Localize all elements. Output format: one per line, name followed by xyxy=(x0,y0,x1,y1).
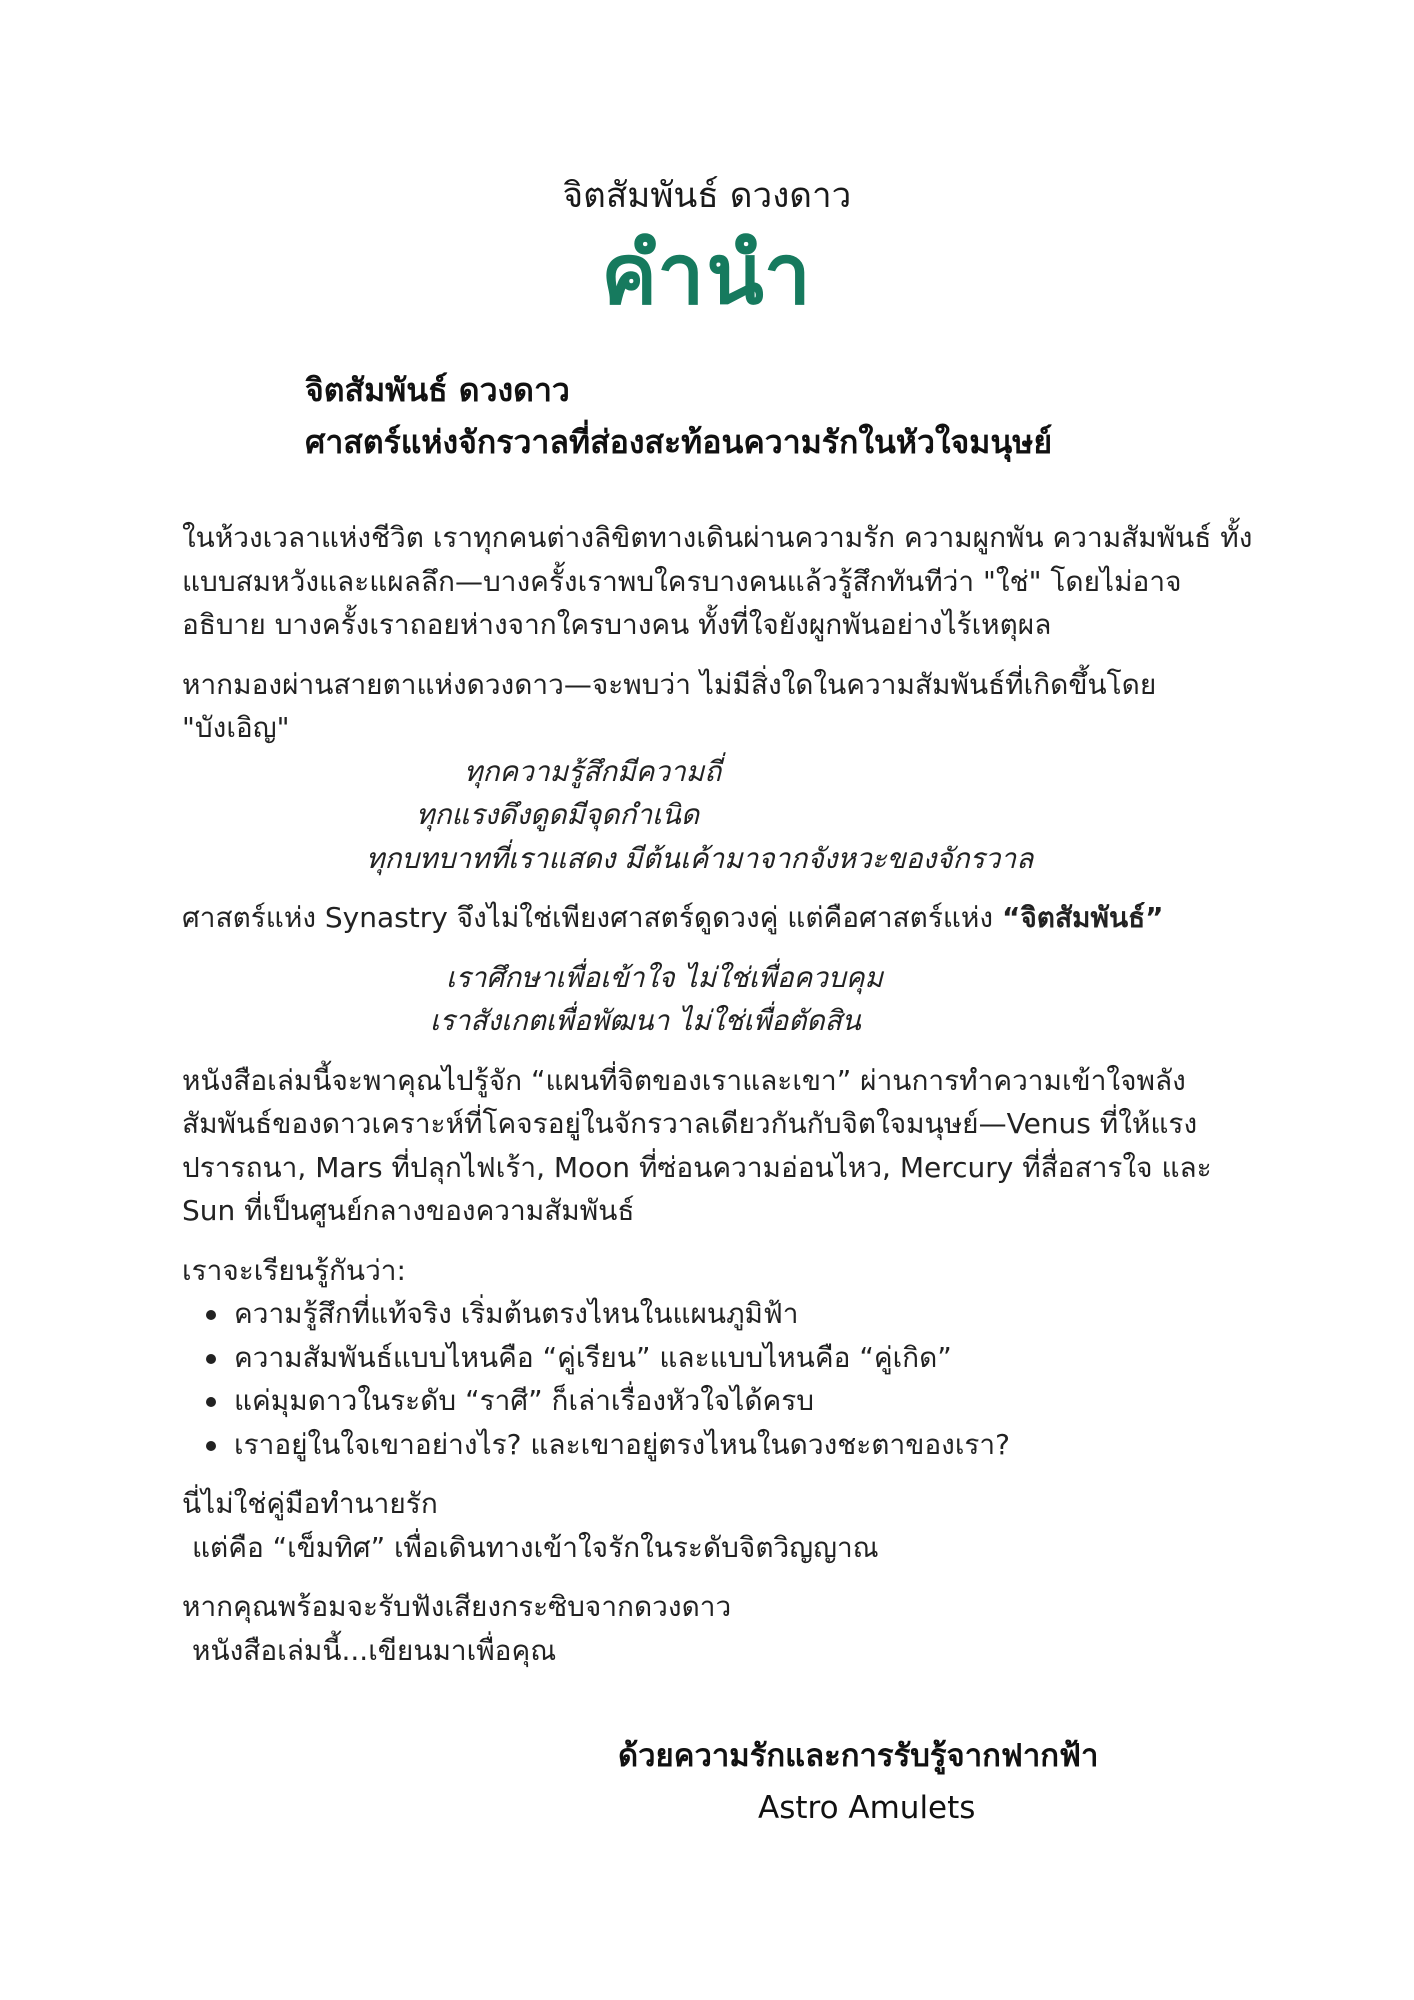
synastry-text: ศาสตร์แห่ง Synastry จึงไม่ใช่เพียงศาสตร์ดูดวงคู่ แต่คือศาสตร์แห่ง xyxy=(182,901,1002,934)
list-item xyxy=(234,1292,1262,1336)
list-item-text: แค่มุมดาวในระดับ “ราศี” ก็เล่าเรื่องหัวใจได้ครบ xyxy=(234,1384,815,1417)
list-item xyxy=(234,1336,1262,1380)
verse-line: ทุกแรงดึงดูดมีจุดกำเนิด xyxy=(416,798,700,831)
not-guide-line-1: นี่ไม่ใช่คู่มือทำนายรัก xyxy=(182,1487,438,1520)
bullet-icon xyxy=(206,1397,216,1407)
ready-line-1: หากคุณพร้อมจะรับฟังเสียงกระซิบจากดวงดาว xyxy=(182,1590,732,1623)
motto-block xyxy=(182,956,1262,1043)
motto-line: เราศึกษาเพื่อเข้าใจ ไม่ใช่เพื่อควบคุม xyxy=(446,960,883,994)
verse-line: ทุกบทบาทที่เราแสดง มีต้นเค้ามาจากจังหวะของจักรวาล xyxy=(366,841,1034,875)
motto-line: เราสังเกตเพื่อพัฒนา ไม่ใช่เพื่อตัดสิน xyxy=(430,1004,861,1037)
paragraph-intro: ในห้วงเวลาแห่งชีวิต เราทุกคนต่างลิขิตทางเดินผ่านความรัก ความผูกพัน ความสัมพันธ์ ทั้งแบบสมหวังและแผลลึก—บางครั้งเราพบใครบางคนแล้วรู้สึกทันทีว่า "ใช่" โดยไม่อาจอธิบาย บางครั้งเราถอยห่างจากใครบางคน ทั้งที่ใจยังผูกพันอย่างไร้เหตุผล xyxy=(182,521,1253,641)
list-item xyxy=(234,1379,1262,1423)
paragraph-synastry xyxy=(182,896,1262,940)
not-guide-line-2: แต่คือ “เข็มทิศ” เพื่อเดินทางเข้าใจรักในระดับจิตวิญญาณ xyxy=(192,1530,879,1564)
subheading-line-2: ศาสตร์แห่งจักรวาลที่ส่องสะท้อนความรักในหัวใจมนุษย์ xyxy=(305,423,1053,461)
paragraph-planets: หนังสือเล่มนี้จะพาคุณไปรู้จัก “แผนที่จิตของเราและเขา” ผ่านการทำความเข้าใจพลังสัมพันธ์ของดาวเคราะห์ที่โคจรอยู่ในจักรวาลเดียวกันกับจิตใจมนุษย์—Venus ที่ให้แรงปรารถนา, Mars ที่ปลุกไฟเร้า, Moon ที่ซ่อนความอ่อนไหว, Mercury ที่สื่อสารใจ และ Sun ที่เป็นศูนย์กลางของความสัมพันธ์ xyxy=(182,1063,1212,1227)
bullet-icon xyxy=(206,1441,216,1451)
synastry-emphasis: “จิตสัมพันธ์” xyxy=(1001,901,1164,934)
bullet-icon xyxy=(206,1310,216,1320)
ready-line-2: หนังสือเล่มนี้...เขียนมาเพื่อคุณ xyxy=(192,1633,557,1667)
learn-intro: เราจะเรียนรู้กันว่า: xyxy=(182,1253,406,1287)
list-item xyxy=(234,1423,1262,1467)
page-heading: คำนำ xyxy=(601,225,813,323)
subheading-line-1: จิตสัมพันธ์ ดวงดาว xyxy=(305,371,570,409)
list-item-text: เราอยู่ในใจเขาอย่างไร? และเขาอยู่ตรงไหนในดวงชะตาของเรา? xyxy=(234,1427,1011,1461)
book-title: จิตสัมพันธ์ ดวงดาว xyxy=(562,176,852,216)
closing-line: ด้วยความรักและการรับรู้จากฟากฟ้า xyxy=(618,1738,1099,1774)
bullet-icon xyxy=(206,1354,216,1364)
list-item-text: ความสัมพันธ์แบบไหนคือ “คู่เรียน” และแบบไหนคือ “คู่เกิด” xyxy=(234,1340,952,1374)
body-text xyxy=(182,516,1262,1672)
list-item-text: ความรู้สึกที่แท้จริง เริ่มต้นตรงไหนในแผนภูมิฟ้า xyxy=(234,1297,799,1330)
verse-block xyxy=(182,750,1262,881)
learning-points-list xyxy=(182,1292,1262,1466)
author-signature: Astro Amulets xyxy=(758,1790,976,1826)
verse-line: ทุกความรู้สึกมีความถี่ xyxy=(464,754,722,788)
paragraph-coincidence: หากมองผ่านสายตาแห่งดวงดาว—จะพบว่า ไม่มีสิ่งใดในความสัมพันธ์ที่เกิดขึ้นโดย "บังเอิญ" xyxy=(182,667,1157,744)
subheading xyxy=(305,364,1305,468)
